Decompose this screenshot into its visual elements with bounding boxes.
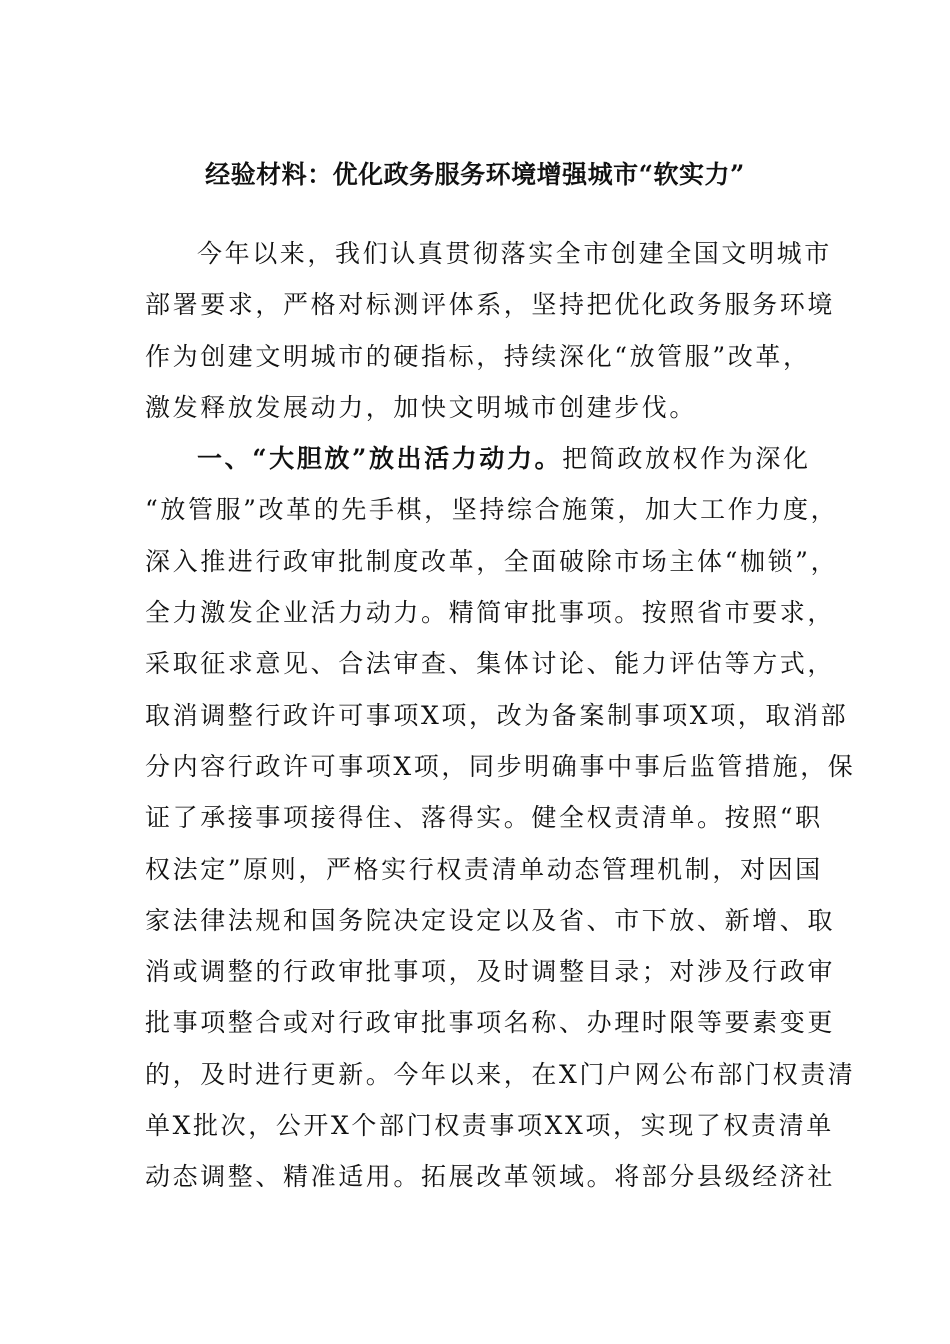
document-title: 经验材料：优化政务服务环境增强城市“软实力” (205, 160, 745, 189)
paragraph-1-line-1: 今年以来，我们认真贯彻落实全市创建全国文明城市 (197, 239, 832, 268)
paragraph-2-line-1-text: 把简政放权作为深化 (562, 444, 811, 474)
paragraph-2-line-10: 家法律法规和国务院决定设定以及省、市下放、新增、取 (145, 905, 836, 935)
paragraph-2-line-14: 单X批次，公开X个部门权责事项XX项，实现了权责清单 (145, 1111, 834, 1141)
paragraph-2-line-1 (145, 433, 825, 484)
section-heading: 一、“大胆放”放出活力动力。 (197, 444, 563, 474)
paragraph-1-line-3: 作为创建文明城市的硬指标，持续深化“放管服”改革， (145, 341, 811, 371)
paragraph-2-line-15: 动态调整、精准适用。拓展改革领域。将部分县级经济社 (145, 1162, 836, 1192)
paragraph-2-line-5: 采取征求意见、合法审查、集体讨论、能力评估等方式， (145, 649, 836, 679)
paragraph-2-line-9: 权法定”原则，严格实行权责清单动态管理机制，对因国 (145, 854, 823, 884)
paragraph-2-line-4: 全力激发企业活力动力。精简审批事项。按照省市要求， (145, 598, 836, 628)
paragraph-2-line-3: 深入推进行政审批制度改革，全面破除市场主体“枷锁”， (145, 546, 839, 576)
paragraph-2-line-12: 批事项整合或对行政审批事项名称、办理时限等要素变更 (145, 1008, 836, 1038)
document-body (145, 228, 856, 1203)
paragraph-2-line-6: 取消调整行政许可事项X项，改为备案制事项X项，取消部 (145, 700, 849, 730)
paragraph-2-line-8: 证了承接事项接得住、落得实。健全权责清单。按照“职 (145, 803, 823, 833)
paragraph-2-line-2: “放管服”改革的先手棋，坚持综合施策，加大工作力度， (145, 495, 839, 525)
paragraph-2-line-11: 消或调整的行政审批事项，及时调整目录；对涉及行政审 (145, 957, 836, 987)
paragraph-2-line-13: 的，及时进行更新。今年以来，在X门户网公布部门权责清 (145, 1059, 856, 1089)
paragraph-1-line-2: 部署要求，严格对标测评体系，坚持把优化政务服务环境 (145, 290, 836, 320)
paragraph-1-line-4: 激发释放发展动力，加快文明城市创建步伐。 (145, 392, 698, 422)
paragraph-2-line-7: 分内容行政许可事项X项，同步明确事中事后监管措施，保 (145, 751, 856, 781)
